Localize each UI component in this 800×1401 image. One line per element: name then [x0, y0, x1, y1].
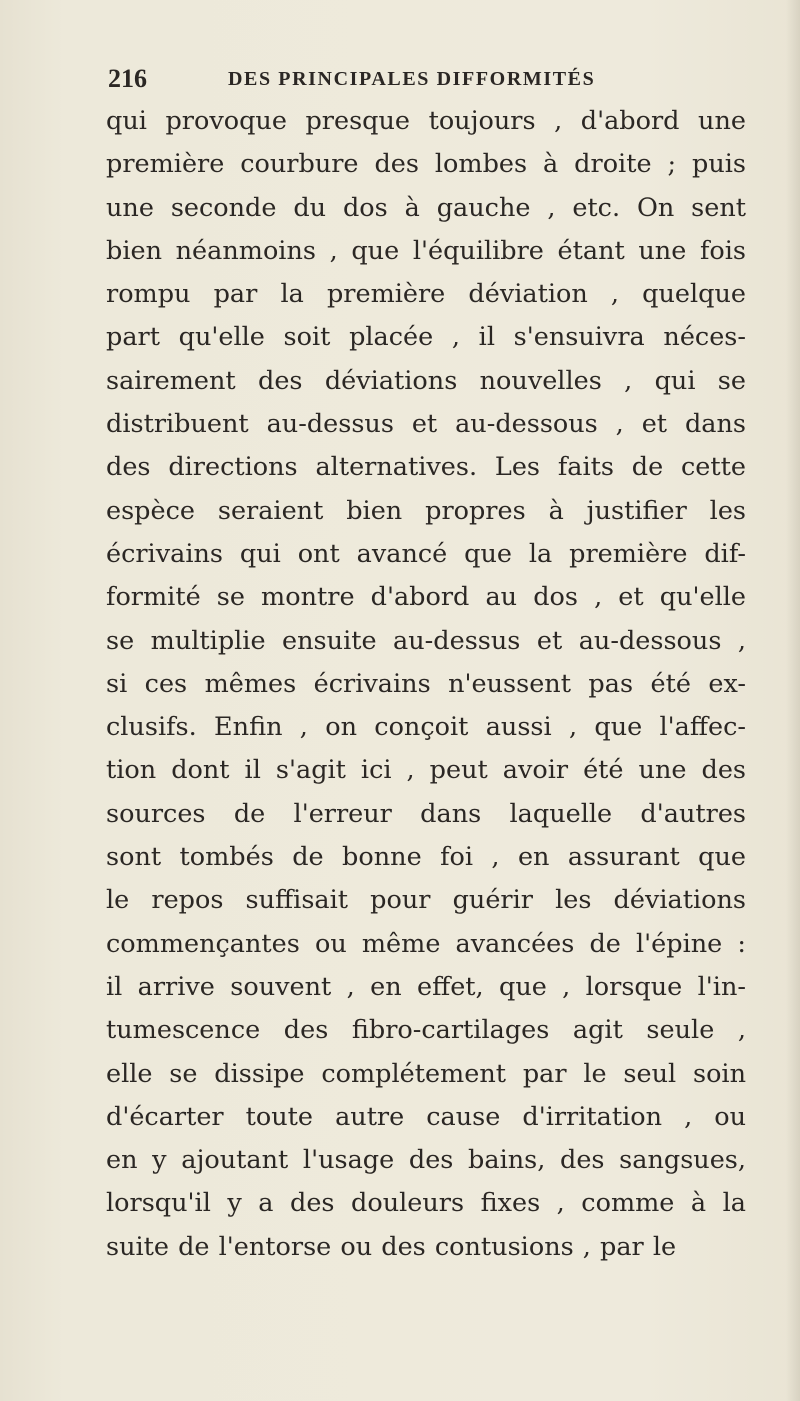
text-line: première courbure des lombes à droite ; puis — [106, 149, 746, 180]
text-line: bien néanmoins , que l'équilibre étant une fois — [106, 235, 746, 266]
text-line: si ces mêmes écrivains n'eussent pas été ex- — [106, 668, 746, 699]
text-line: commençantes ou même avancées de l'épine : — [106, 928, 746, 959]
text-line: espèce seraient bien propres à justifier les — [106, 495, 746, 526]
page-header — [108, 66, 708, 92]
text-line: des directions alternatives. Les faits de cette — [106, 452, 746, 483]
text-line: elle se dissipe complétement par le seul soin — [106, 1058, 746, 1089]
text-line: formité se montre d'abord au dos , et qu'elle — [106, 582, 746, 613]
text-line: le repos suffisait pour guérir les déviations — [106, 885, 746, 916]
text-line: suite de l'entorse ou des contusions , par le — [106, 1231, 677, 1262]
text-line: d'écarter toute autre cause d'irritation , ou — [106, 1101, 746, 1132]
body-text — [106, 100, 746, 1269]
running-head: DES PRINCIPALES DIFFORMITÉS — [228, 68, 596, 90]
text-line: tumescence des fibro-cartilages agit seule , — [106, 1015, 746, 1046]
text-line: rompu par la première déviation , quelque — [106, 279, 746, 310]
text-line: qui provoque presque toujours , d'abord une — [106, 106, 746, 136]
text-line: sources de l'erreur dans laquelle d'autres — [106, 798, 746, 829]
text-line: lorsqu'il y a des douleurs fixes , comme à la — [106, 1188, 746, 1219]
text-line: distribuent au-dessus et au-dessous , et dans — [106, 409, 746, 440]
text-line: écrivains qui ont avancé que la première dif- — [106, 538, 746, 569]
text-line: une seconde du dos à gauche , etc. On sent — [106, 192, 746, 223]
text-line: clusifs. Enfin , on conçoit aussi , que l'affec- — [106, 712, 746, 743]
page-edge-shadow — [786, 0, 800, 1401]
text-line: il arrive souvent , en effet, que , lorsque l'in- — [106, 971, 746, 1002]
text-line: part qu'elle soit placée , il s'ensuivra néces- — [106, 322, 746, 353]
page-number: 216 — [108, 64, 147, 93]
text-line: tion dont il s'agit ici , peut avoir été une des — [106, 755, 746, 786]
text-line: sairement des déviations nouvelles , qui se — [106, 365, 746, 396]
text-line: se multiplie ensuite au-dessus et au-dessous , — [106, 625, 746, 656]
text-line: sont tombés de bonne foi , en assurant que — [106, 842, 746, 873]
text-line: en y ajoutant l'usage des bains, des sangsues, — [106, 1145, 746, 1176]
